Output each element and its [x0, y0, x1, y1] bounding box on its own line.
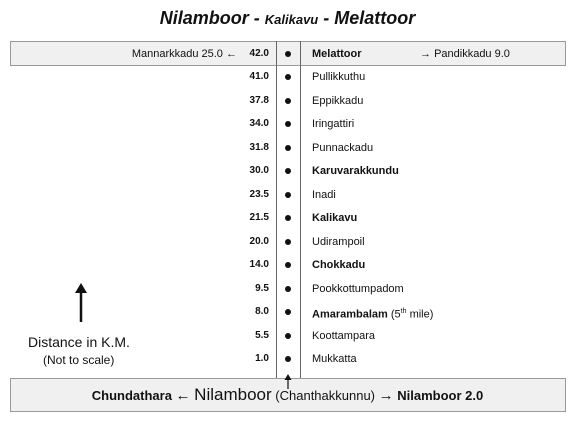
stop-place [312, 349, 357, 369]
right-arrow-icon: → [420, 48, 431, 60]
stop-km: 5.5 [255, 330, 269, 341]
title-part-1: Nilamboor - [159, 8, 265, 28]
diagram-title [0, 8, 575, 29]
stop-name: Pookkottumpadom [312, 283, 404, 295]
left-arrow-icon: ← [226, 48, 237, 60]
stop-km: 23.5 [249, 189, 269, 200]
stop-place [312, 161, 399, 181]
legend-scale-note: (Not to scale) [43, 353, 115, 367]
stop-dot [285, 286, 291, 292]
stop-km: 30.0 [249, 165, 269, 176]
stop-place [312, 138, 373, 158]
stop-name: Chokkadu [312, 259, 366, 271]
stop-note: (5 [387, 308, 401, 321]
stop-km: 1.0 [255, 353, 269, 364]
junction-right-label: Pandikkadu 9.0 [434, 48, 510, 60]
stop-place [312, 91, 363, 111]
stop-place [312, 232, 365, 252]
stop-km: 21.5 [249, 212, 269, 223]
stop-name: Punnackadu [312, 142, 374, 154]
stop-dot [285, 333, 291, 339]
stop-place [312, 67, 365, 87]
stop-dot [285, 356, 291, 362]
stop-km: 41.0 [249, 71, 269, 82]
stop-name: Koottampara [312, 330, 375, 342]
stop-km: 14.0 [249, 259, 269, 270]
stop-place [312, 279, 404, 299]
stop-place [312, 114, 354, 134]
start-right-arrow-icon: → [378, 387, 394, 404]
stop-row [0, 138, 575, 158]
stop-dot [285, 309, 291, 315]
stop-name: Karuvarakkundu [312, 165, 399, 177]
stop-row [0, 67, 575, 87]
start-left-arrow-icon: ← [175, 387, 191, 404]
stop-dot [285, 262, 291, 268]
stop-name: Amarambalam [312, 308, 388, 321]
stop-row [0, 161, 575, 181]
stop-row [0, 255, 575, 275]
start-right-label: Nilamboor 2.0 [397, 388, 484, 403]
stop-name: Pullikkuthu [312, 71, 366, 83]
start-label [0, 384, 575, 407]
stop-dot [285, 215, 291, 221]
start-left-label: Chundathara [91, 388, 172, 403]
title-part-3: - Melattoor [318, 8, 416, 28]
stop-place [312, 208, 357, 228]
stop-name: Eppikkadu [312, 95, 364, 107]
stop-place [312, 302, 433, 325]
stop-dot [285, 98, 291, 104]
stop-name: Kalikavu [312, 212, 358, 224]
stop-row [0, 185, 575, 205]
stop-note-sup: th [400, 308, 407, 315]
stop-km: 20.0 [249, 236, 269, 247]
stop-row [0, 91, 575, 111]
start-place-name: Nilamboor [194, 385, 272, 404]
stop-dot [285, 121, 291, 127]
stop-name: Inadi [312, 189, 336, 201]
stop-dot [285, 145, 291, 151]
stop-dot [285, 239, 291, 245]
stop-dot [285, 74, 291, 80]
legend-distance: Distance in K.M. [28, 334, 130, 350]
junction-km: 42.0 [249, 48, 269, 59]
junction-place: Melattoor [312, 48, 362, 60]
up-arrow-icon [74, 283, 88, 323]
stop-km: 37.8 [249, 95, 269, 106]
junction-dot [285, 51, 291, 57]
stop-row [0, 114, 575, 134]
stop-km: 9.5 [255, 283, 269, 294]
stop-note-end: mile) [406, 308, 434, 321]
junction-right-branch [420, 44, 510, 64]
title-part-2: Kalikavu [264, 12, 319, 27]
stop-name: Udirampoil [312, 236, 365, 248]
stop-place [312, 185, 336, 205]
stop-place [312, 326, 375, 346]
stop-dot [285, 168, 291, 174]
stop-name: Iringattiri [312, 118, 355, 130]
junction-row [0, 44, 575, 64]
stop-row [0, 208, 575, 228]
junction-left-label: Mannarkkadu 25.0 [131, 48, 223, 60]
stop-km: 34.0 [249, 118, 269, 129]
stop-row [0, 232, 575, 252]
stop-km: 8.0 [255, 306, 269, 317]
stop-name: Mukkatta [312, 353, 357, 365]
stop-km: 31.8 [249, 142, 269, 153]
junction-left-branch [132, 44, 237, 64]
stop-dot [285, 192, 291, 198]
start-place-sub: (Chanthakkunnu) [275, 388, 376, 403]
stop-place [312, 255, 365, 275]
